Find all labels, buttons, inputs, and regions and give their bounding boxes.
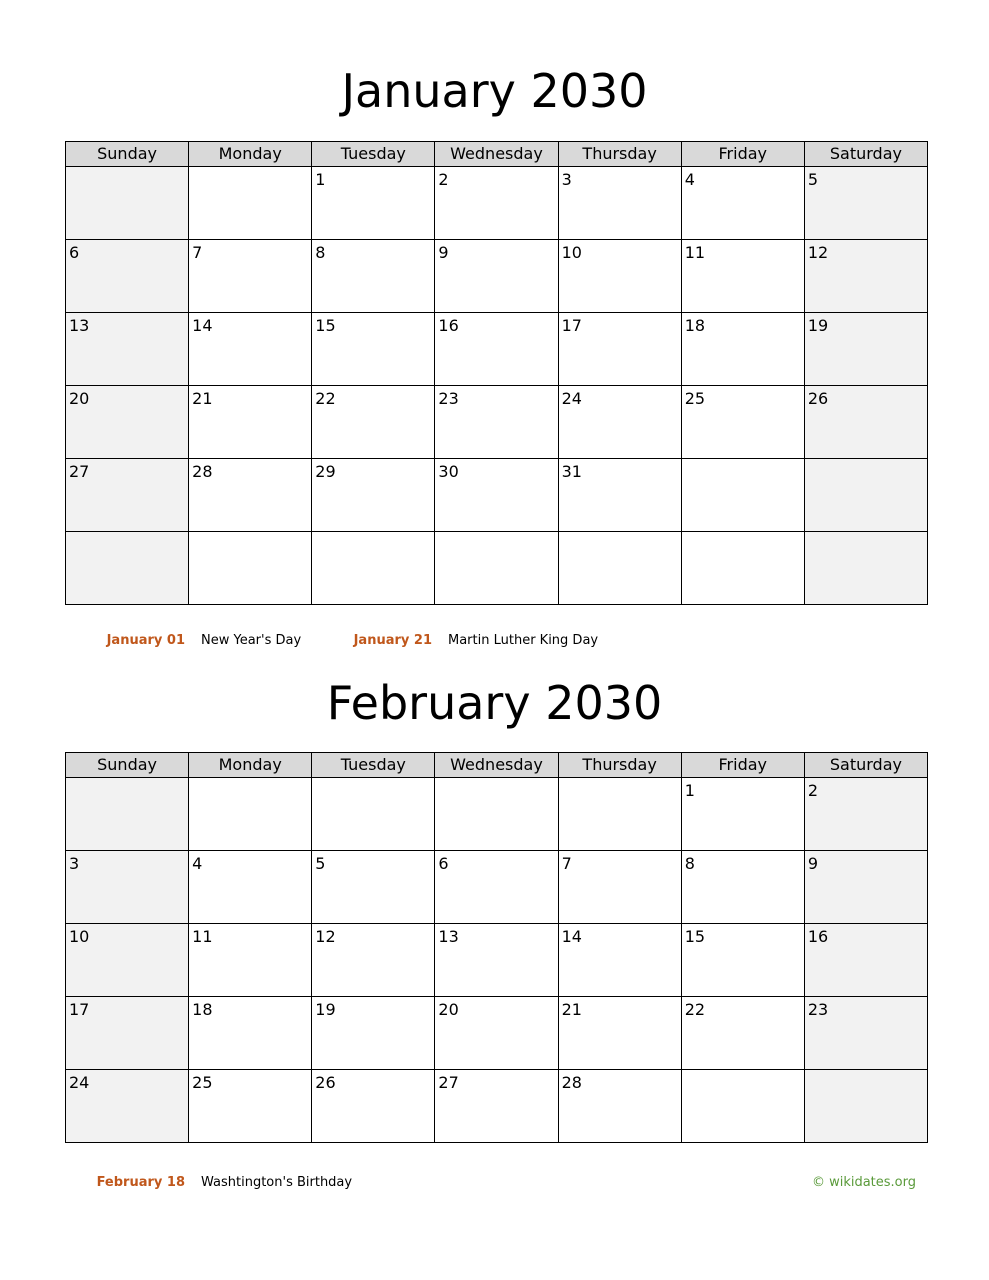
- day-number: 2: [438, 170, 449, 189]
- day-cell: [189, 386, 312, 459]
- weekday-header-row: [66, 753, 928, 778]
- day-cell: [804, 924, 927, 997]
- day-cell: [558, 459, 681, 532]
- day-cell: [189, 924, 312, 997]
- day-cell: [681, 532, 804, 605]
- day-cell: [189, 167, 312, 240]
- day-cell: [66, 924, 189, 997]
- day-cell: [189, 851, 312, 924]
- day-cell: [558, 313, 681, 386]
- day-cell: [804, 167, 927, 240]
- day-cell: [681, 1070, 804, 1143]
- day-number: 8: [315, 243, 326, 262]
- week-row: [66, 851, 928, 924]
- day-number: 4: [684, 170, 695, 189]
- day-number: [682, 1070, 804, 1074]
- week-row: [66, 924, 928, 997]
- day-cell: [66, 997, 189, 1070]
- day-cell: [435, 1070, 558, 1143]
- day-number: 24: [561, 389, 582, 408]
- day-cell: [435, 313, 558, 386]
- day-number: 29: [315, 462, 336, 481]
- day-cell: [435, 851, 558, 924]
- day-cell: [189, 532, 312, 605]
- day-number: 17: [561, 316, 582, 335]
- day-cell: [681, 240, 804, 313]
- weekday-header-row: [66, 142, 928, 167]
- day-number: 16: [807, 927, 829, 946]
- day-number: 12: [807, 243, 829, 262]
- day-cell: [558, 778, 681, 851]
- day-number: 10: [69, 927, 90, 946]
- day-number: 17: [69, 1000, 90, 1019]
- day-number: 23: [438, 389, 459, 408]
- day-number: 13: [438, 927, 459, 946]
- day-number: 20: [69, 389, 90, 408]
- day-number: [435, 532, 557, 536]
- day-number: 30: [438, 462, 459, 481]
- day-cell: [189, 997, 312, 1070]
- day-number: 28: [561, 1073, 582, 1092]
- week-row: [66, 386, 928, 459]
- week-row: [66, 313, 928, 386]
- holiday-date: February 18: [96, 1175, 185, 1190]
- weekday-header: Monday: [189, 753, 312, 778]
- day-number: 1: [684, 781, 695, 800]
- day-cell: [558, 851, 681, 924]
- calendar-grid-february: [65, 752, 928, 1143]
- day-number: [682, 459, 804, 463]
- day-number: 4: [192, 854, 203, 873]
- weekday-header: Thursday: [558, 142, 681, 167]
- day-number: 31: [561, 462, 582, 481]
- day-number: 26: [807, 389, 829, 408]
- day-cell: [804, 997, 927, 1070]
- day-number: 6: [69, 243, 80, 262]
- day-cell: [558, 167, 681, 240]
- week-row: [66, 997, 928, 1070]
- day-cell: [66, 167, 189, 240]
- day-number: 15: [315, 316, 336, 335]
- weekday-header: Friday: [681, 142, 804, 167]
- day-cell: [312, 313, 435, 386]
- day-number: 21: [192, 389, 213, 408]
- weekday-header: Saturday: [804, 142, 927, 167]
- day-cell: [804, 240, 927, 313]
- day-cell: [189, 313, 312, 386]
- day-number: 10: [561, 243, 582, 262]
- day-cell: [558, 1070, 681, 1143]
- day-cell: [66, 1070, 189, 1143]
- day-number: 8: [684, 854, 695, 873]
- week-row: [66, 778, 928, 851]
- day-number: 14: [192, 316, 213, 335]
- day-number: 1: [315, 170, 326, 189]
- week-row: [66, 459, 928, 532]
- day-cell: [312, 851, 435, 924]
- day-number: [312, 532, 434, 536]
- day-number: 12: [315, 927, 336, 946]
- holiday-date: January 21: [353, 633, 432, 648]
- day-cell: [66, 386, 189, 459]
- day-cell: [312, 240, 435, 313]
- day-cell: [312, 167, 435, 240]
- day-cell: [189, 240, 312, 313]
- day-cell: [435, 924, 558, 997]
- day-number: [805, 532, 927, 536]
- weekday-header: Tuesday: [312, 142, 435, 167]
- day-cell: [435, 386, 558, 459]
- weekday-header: Wednesday: [435, 142, 558, 167]
- day-number: 28: [192, 462, 213, 481]
- day-cell: [312, 1070, 435, 1143]
- day-number: 7: [561, 854, 572, 873]
- week-row: [66, 1070, 928, 1143]
- day-cell: [804, 851, 927, 924]
- day-number: 22: [684, 1000, 706, 1019]
- day-cell: [66, 778, 189, 851]
- day-number: [435, 778, 557, 782]
- day-number: 3: [69, 854, 80, 873]
- day-number: 14: [561, 927, 582, 946]
- day-cell: [804, 459, 927, 532]
- day-number: [559, 532, 681, 536]
- day-number: 15: [684, 927, 706, 946]
- day-cell: [804, 1070, 927, 1143]
- day-cell: [558, 997, 681, 1070]
- day-cell: [681, 997, 804, 1070]
- weekday-header: Sunday: [66, 753, 189, 778]
- day-number: 25: [684, 389, 706, 408]
- day-number: 5: [315, 854, 326, 873]
- day-cell: [681, 167, 804, 240]
- day-cell: [435, 997, 558, 1070]
- day-number: 27: [69, 462, 90, 481]
- day-cell: [66, 459, 189, 532]
- day-number: 18: [684, 316, 706, 335]
- day-number: 6: [438, 854, 449, 873]
- day-cell: [681, 851, 804, 924]
- day-cell: [804, 386, 927, 459]
- day-cell: [189, 1070, 312, 1143]
- day-number: [805, 1070, 927, 1074]
- day-number: 20: [438, 1000, 459, 1019]
- weekday-header: Friday: [681, 753, 804, 778]
- day-cell: [681, 924, 804, 997]
- day-cell: [558, 532, 681, 605]
- day-number: [66, 778, 188, 782]
- day-number: 19: [807, 316, 829, 335]
- day-number: 11: [192, 927, 213, 946]
- day-cell: [681, 459, 804, 532]
- holiday-name: Washtington's Birthday: [201, 1175, 353, 1190]
- day-number: 25: [192, 1073, 213, 1092]
- day-number: 3: [561, 170, 572, 189]
- day-cell: [558, 386, 681, 459]
- day-number: [189, 532, 311, 536]
- day-number: 23: [807, 1000, 829, 1019]
- day-cell: [189, 459, 312, 532]
- day-number: 7: [192, 243, 203, 262]
- month-title-january: January 2030: [341, 64, 648, 118]
- day-number: [805, 459, 927, 463]
- day-number: [559, 778, 681, 782]
- day-cell: [312, 459, 435, 532]
- day-cell: [189, 778, 312, 851]
- day-cell: [66, 240, 189, 313]
- day-number: 13: [69, 316, 90, 335]
- day-number: 5: [807, 170, 819, 189]
- day-cell: [681, 386, 804, 459]
- holiday-date: January 01: [106, 633, 185, 648]
- day-number: 21: [561, 1000, 582, 1019]
- day-cell: [804, 778, 927, 851]
- day-number: 26: [315, 1073, 336, 1092]
- day-cell: [312, 778, 435, 851]
- day-cell: [312, 997, 435, 1070]
- day-number: [312, 778, 434, 782]
- day-number: 2: [807, 781, 819, 800]
- day-cell: [435, 778, 558, 851]
- day-cell: [312, 386, 435, 459]
- day-cell: [435, 532, 558, 605]
- holiday-name: New Year's Day: [201, 633, 302, 648]
- weekday-header: Wednesday: [435, 753, 558, 778]
- day-number: [66, 167, 188, 171]
- day-cell: [558, 924, 681, 997]
- day-cell: [435, 459, 558, 532]
- day-number: [682, 532, 804, 536]
- day-number: 27: [438, 1073, 459, 1092]
- week-row: [66, 167, 928, 240]
- wikidates-credit-link[interactable]: © wikidates.org: [811, 1175, 916, 1190]
- day-cell: [66, 532, 189, 605]
- day-cell: [804, 313, 927, 386]
- weekday-header: Tuesday: [312, 753, 435, 778]
- month-title-february: February 2030: [326, 676, 663, 730]
- day-number: 19: [315, 1000, 336, 1019]
- day-number: 24: [69, 1073, 90, 1092]
- day-cell: [312, 924, 435, 997]
- week-row: [66, 240, 928, 313]
- day-cell: [804, 532, 927, 605]
- weekday-header: Saturday: [804, 753, 927, 778]
- holiday-name: Martin Luther King Day: [448, 633, 599, 648]
- day-cell: [681, 778, 804, 851]
- day-cell: [558, 240, 681, 313]
- weekday-header: Monday: [189, 142, 312, 167]
- day-number: [189, 167, 311, 171]
- day-number: 18: [192, 1000, 213, 1019]
- day-cell: [681, 313, 804, 386]
- day-cell: [435, 240, 558, 313]
- day-cell: [312, 532, 435, 605]
- weekday-header: Thursday: [558, 753, 681, 778]
- day-cell: [435, 167, 558, 240]
- day-number: 9: [438, 243, 449, 262]
- week-row: [66, 532, 928, 605]
- calendar-grid-january: [65, 141, 928, 605]
- weekday-header: Sunday: [66, 142, 189, 167]
- day-number: 16: [438, 316, 459, 335]
- day-number: [189, 778, 311, 782]
- day-number: 9: [807, 854, 819, 873]
- day-number: [66, 532, 188, 536]
- day-number: 11: [684, 243, 706, 262]
- day-cell: [66, 851, 189, 924]
- day-number: 22: [315, 389, 336, 408]
- day-cell: [66, 313, 189, 386]
